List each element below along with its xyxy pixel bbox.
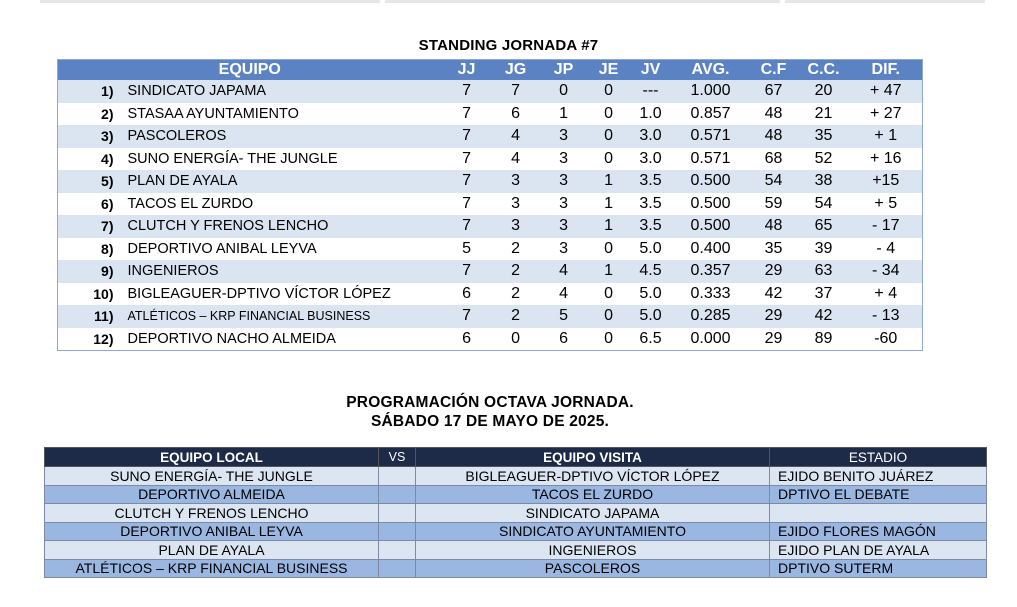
- jp-cell: 3: [540, 238, 588, 261]
- dif-cell: - 17: [850, 215, 923, 238]
- dif-cell: - 34: [850, 260, 923, 283]
- table-row: [45, 504, 987, 523]
- team-cell: PASCOLEROS: [120, 125, 442, 148]
- team-cell: STASAA AYUNTAMIENTO: [120, 103, 442, 126]
- jp-cell: 4: [540, 283, 588, 306]
- col-header-local: EQUIPO LOCAL: [45, 448, 379, 467]
- cc-cell: 54: [798, 193, 850, 216]
- table-row: [58, 238, 923, 261]
- vs-cell: [379, 504, 416, 523]
- avg-cell: 0.357: [672, 260, 750, 283]
- standing-title: STANDING JORNADA #7: [418, 37, 599, 54]
- cc-cell: 42: [798, 305, 850, 328]
- col-header-jg: JG: [492, 60, 540, 81]
- col-header-vs: VS: [379, 448, 416, 467]
- rank-cell: 12): [58, 328, 120, 351]
- jg-cell: 0: [492, 328, 540, 351]
- jg-cell: 2: [492, 283, 540, 306]
- je-cell: 1: [588, 260, 630, 283]
- standings-header-row: [58, 60, 923, 81]
- cf-cell: 68: [750, 148, 798, 171]
- rank-cell: 6): [58, 193, 120, 216]
- jg-cell: 3: [492, 193, 540, 216]
- cc-cell: 89: [798, 328, 850, 351]
- cc-cell: 65: [798, 215, 850, 238]
- stadium-cell: DPTIVO SUTERM: [770, 559, 987, 578]
- cc-cell: 21: [798, 103, 850, 126]
- jg-cell: 4: [492, 148, 540, 171]
- schedule-header-row: [45, 448, 987, 467]
- team-cell: INGENIEROS: [120, 260, 442, 283]
- jp-cell: 3: [540, 193, 588, 216]
- dif-cell: + 5: [850, 193, 923, 216]
- team-cell: CLUTCH Y FRENOS LENCHO: [120, 215, 442, 238]
- table-row: [58, 170, 923, 193]
- divider-segment: [385, 0, 780, 3]
- vs-cell: [379, 467, 416, 486]
- rank-cell: 2): [58, 103, 120, 126]
- divider-segment: [40, 0, 380, 3]
- col-header-cf: C.F: [750, 60, 798, 81]
- avg-cell: 0.857: [672, 103, 750, 126]
- jj-cell: 7: [442, 193, 492, 216]
- table-row: [58, 103, 923, 126]
- team-cell: DEPORTIVO ANIBAL LEYVA: [120, 238, 442, 261]
- cf-cell: 59: [750, 193, 798, 216]
- je-cell: 0: [588, 328, 630, 351]
- local-team-cell: DEPORTIVO ANIBAL LEYVA: [45, 522, 379, 541]
- team-cell: BIGLEAGUER-DPTIVO VÍCTOR LÓPEZ: [120, 283, 442, 306]
- cf-cell: 67: [750, 80, 798, 103]
- schedule-date: SÁBADO 17 DE MAYO DE 2025.: [370, 413, 610, 430]
- vs-cell: [379, 559, 416, 578]
- jg-cell: 3: [492, 215, 540, 238]
- col-header-jp: JP: [540, 60, 588, 81]
- rank-cell: 11): [58, 305, 120, 328]
- jv-cell: 3.0: [630, 148, 672, 171]
- vs-cell: [379, 485, 416, 504]
- table-row: [58, 125, 923, 148]
- table-row: [58, 260, 923, 283]
- je-cell: 0: [588, 103, 630, 126]
- col-header-stadium: ESTADIO: [770, 448, 987, 467]
- cc-cell: 63: [798, 260, 850, 283]
- col-header-avg: AVG.: [672, 60, 750, 81]
- dif-cell: -60: [850, 328, 923, 351]
- avg-cell: 0.400: [672, 238, 750, 261]
- jv-cell: 3.5: [630, 170, 672, 193]
- je-cell: 1: [588, 215, 630, 238]
- visiting-team-cell: BIGLEAGUER-DPTIVO VÍCTOR LÓPEZ: [416, 467, 770, 486]
- col-header-dif: DIF.: [850, 60, 923, 81]
- jv-cell: 5.0: [630, 238, 672, 261]
- jv-cell: ---: [630, 80, 672, 103]
- dif-cell: + 16: [850, 148, 923, 171]
- col-header-visita: EQUIPO VISITA: [416, 448, 770, 467]
- team-cell: ATLÉTICOS – KRP FINANCIAL BUSINESS: [120, 305, 442, 328]
- jp-cell: 5: [540, 305, 588, 328]
- rank-cell: 4): [58, 148, 120, 171]
- cc-cell: 38: [798, 170, 850, 193]
- table-row: [58, 305, 923, 328]
- jg-cell: 3: [492, 170, 540, 193]
- dif-cell: + 47: [850, 80, 923, 103]
- col-header-jj: JJ: [442, 60, 492, 81]
- jj-cell: 7: [442, 260, 492, 283]
- cf-cell: 48: [750, 125, 798, 148]
- col-header-je: JE: [588, 60, 630, 81]
- jg-cell: 2: [492, 238, 540, 261]
- je-cell: 1: [588, 170, 630, 193]
- divider-segment: [785, 0, 985, 3]
- jp-cell: 3: [540, 125, 588, 148]
- table-row: [58, 193, 923, 216]
- team-cell: SUNO ENERGÍA- THE JUNGLE: [120, 148, 442, 171]
- table-row: [58, 215, 923, 238]
- cf-cell: 54: [750, 170, 798, 193]
- jj-cell: 6: [442, 283, 492, 306]
- jg-cell: 2: [492, 305, 540, 328]
- team-cell: DEPORTIVO NACHO ALMEIDA: [120, 328, 442, 351]
- local-team-cell: ATLÉTICOS – KRP FINANCIAL BUSINESS: [45, 559, 379, 578]
- local-team-cell: PLAN DE AYALA: [45, 541, 379, 560]
- je-cell: 0: [588, 80, 630, 103]
- jv-cell: 6.5: [630, 328, 672, 351]
- jv-cell: 3.5: [630, 215, 672, 238]
- vs-cell: [379, 541, 416, 560]
- jp-cell: 6: [540, 328, 588, 351]
- jv-cell: 3.5: [630, 193, 672, 216]
- table-row: [45, 559, 987, 578]
- jv-cell: 5.0: [630, 305, 672, 328]
- rank-cell: 10): [58, 283, 120, 306]
- dif-cell: + 4: [850, 283, 923, 306]
- schedule-title: PROGRAMACIÓN OCTAVA JORNADA.: [346, 394, 634, 411]
- local-team-cell: DEPORTIVO ALMEIDA: [45, 485, 379, 504]
- jg-cell: 7: [492, 80, 540, 103]
- schedule-table: [44, 447, 987, 578]
- jj-cell: 7: [442, 103, 492, 126]
- team-cell: PLAN DE AYALA: [120, 170, 442, 193]
- dif-cell: - 13: [850, 305, 923, 328]
- stadium-cell: EJIDO PLAN DE AYALA: [770, 541, 987, 560]
- jg-cell: 6: [492, 103, 540, 126]
- jp-cell: 3: [540, 215, 588, 238]
- col-header-equipo: EQUIPO: [58, 60, 442, 81]
- avg-cell: 0.000: [672, 328, 750, 351]
- table-row: [58, 283, 923, 306]
- jj-cell: 7: [442, 80, 492, 103]
- je-cell: 0: [588, 283, 630, 306]
- standings-table: [57, 59, 923, 351]
- visiting-team-cell: SINDICATO JAPAMA: [416, 504, 770, 523]
- dif-cell: + 1: [850, 125, 923, 148]
- je-cell: 1: [588, 193, 630, 216]
- stadium-cell: [770, 504, 987, 523]
- cf-cell: 35: [750, 238, 798, 261]
- table-row: [58, 148, 923, 171]
- visiting-team-cell: INGENIEROS: [416, 541, 770, 560]
- jj-cell: 5: [442, 238, 492, 261]
- jj-cell: 7: [442, 148, 492, 171]
- jv-cell: 1.0: [630, 103, 672, 126]
- avg-cell: 0.333: [672, 283, 750, 306]
- visiting-team-cell: PASCOLEROS: [416, 559, 770, 578]
- dif-cell: + 27: [850, 103, 923, 126]
- rank-cell: 7): [58, 215, 120, 238]
- cc-cell: 52: [798, 148, 850, 171]
- cc-cell: 39: [798, 238, 850, 261]
- cf-cell: 42: [750, 283, 798, 306]
- jg-cell: 4: [492, 125, 540, 148]
- avg-cell: 0.571: [672, 125, 750, 148]
- table-row: [58, 328, 923, 351]
- stadium-cell: EJIDO BENITO JUÁREZ: [770, 467, 987, 486]
- jv-cell: 3.0: [630, 125, 672, 148]
- table-row: [45, 485, 987, 504]
- table-row: [45, 467, 987, 486]
- je-cell: 0: [588, 148, 630, 171]
- jj-cell: 6: [442, 328, 492, 351]
- table-row: [58, 80, 923, 103]
- rank-cell: 8): [58, 238, 120, 261]
- je-cell: 0: [588, 238, 630, 261]
- jv-cell: 4.5: [630, 260, 672, 283]
- jp-cell: 1: [540, 103, 588, 126]
- cf-cell: 48: [750, 215, 798, 238]
- rank-cell: 1): [58, 80, 120, 103]
- avg-cell: 0.500: [672, 215, 750, 238]
- cf-cell: 29: [750, 260, 798, 283]
- rank-cell: 3): [58, 125, 120, 148]
- jv-cell: 5.0: [630, 283, 672, 306]
- local-team-cell: CLUTCH Y FRENOS LENCHO: [45, 504, 379, 523]
- je-cell: 0: [588, 305, 630, 328]
- col-header-jv: JV: [630, 60, 672, 81]
- cf-cell: 29: [750, 305, 798, 328]
- cf-cell: 29: [750, 328, 798, 351]
- jp-cell: 0: [540, 80, 588, 103]
- table-row: [45, 541, 987, 560]
- je-cell: 0: [588, 125, 630, 148]
- jj-cell: 7: [442, 125, 492, 148]
- rank-cell: 9): [58, 260, 120, 283]
- visiting-team-cell: TACOS EL ZURDO: [416, 485, 770, 504]
- cc-cell: 35: [798, 125, 850, 148]
- jp-cell: 3: [540, 170, 588, 193]
- cc-cell: 20: [798, 80, 850, 103]
- cc-cell: 37: [798, 283, 850, 306]
- local-team-cell: SUNO ENERGÍA- THE JUNGLE: [45, 467, 379, 486]
- avg-cell: 0.500: [672, 170, 750, 193]
- table-row: [45, 522, 987, 541]
- avg-cell: 1.000: [672, 80, 750, 103]
- visiting-team-cell: SINDICATO AYUNTAMIENTO: [416, 522, 770, 541]
- jj-cell: 7: [442, 170, 492, 193]
- avg-cell: 0.571: [672, 148, 750, 171]
- top-divider: [0, 0, 1017, 4]
- rank-cell: 5): [58, 170, 120, 193]
- jj-cell: 7: [442, 215, 492, 238]
- stadium-cell: EJIDO FLORES MAGÓN: [770, 522, 987, 541]
- col-header-cc: C.C.: [798, 60, 850, 81]
- dif-cell: - 4: [850, 238, 923, 261]
- jp-cell: 4: [540, 260, 588, 283]
- cf-cell: 48: [750, 103, 798, 126]
- jj-cell: 7: [442, 305, 492, 328]
- jp-cell: 3: [540, 148, 588, 171]
- vs-cell: [379, 522, 416, 541]
- stadium-cell: DPTIVO EL DEBATE: [770, 485, 987, 504]
- avg-cell: 0.500: [672, 193, 750, 216]
- avg-cell: 0.285: [672, 305, 750, 328]
- jg-cell: 2: [492, 260, 540, 283]
- team-cell: SINDICATO JAPAMA: [120, 80, 442, 103]
- team-cell: TACOS EL ZURDO: [120, 193, 442, 216]
- dif-cell: +15: [850, 170, 923, 193]
